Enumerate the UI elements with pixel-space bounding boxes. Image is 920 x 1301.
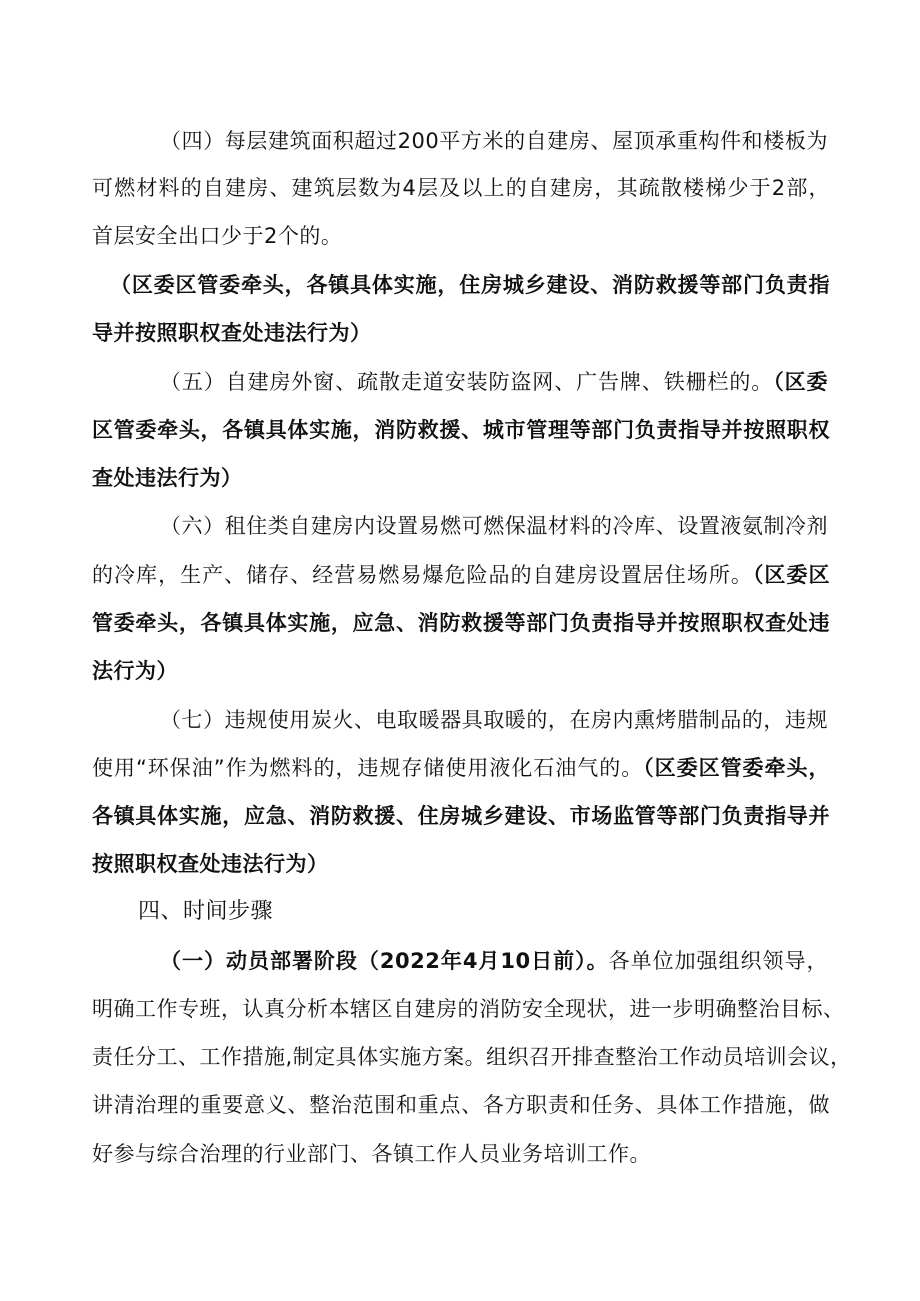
text-segment: （五）自建房外窗、疏散走道安装防盗网、广告牌、铁栅栏的。	[160, 370, 774, 394]
text-line	[160, 367, 828, 397]
bold-text-segment: 区管委牵头，各镇具体实施，消防救援、城市管理等部门负责指导并按照职权	[92, 418, 830, 442]
text-line	[92, 1042, 852, 1072]
text-segment: （七）违规使用炭火、电取暖器具取暖的，在房内熏烤腊制品的，违规	[160, 708, 828, 732]
text-segment: 讲清治理的重要意义、整治范围和重点、各方职责和任务、具体工作措施，做	[92, 1093, 830, 1117]
text-segment: 好参与综合治理的行业部门、各镇工作人员业务培训工作。	[92, 1142, 651, 1166]
text-line	[92, 801, 830, 831]
section-heading	[138, 897, 338, 927]
text-line	[92, 608, 830, 638]
text-line	[92, 221, 392, 251]
text-line	[92, 560, 830, 590]
bold-text-segment: （一）动员部署阶段（2022年4月10日前）。	[160, 949, 609, 973]
bold-text-segment: （区委区管委牵头，各镇具体实施，住房城乡建设、消防救援等部门负责指	[110, 273, 830, 297]
text-line	[160, 705, 828, 735]
text-segment: 的冷库，生产、储存、经营易燃易爆危险品的自建房设置居住场所。	[92, 563, 753, 587]
text-line	[92, 994, 845, 1024]
text-line	[92, 753, 830, 783]
text-segment: 首层安全出口少于2个的。	[92, 224, 343, 248]
text-segment: 各单位加强组织领导，	[608, 949, 829, 973]
text-segment: 可燃材料的自建房、建筑层数为4层及以上的自建房，其疏散楼梯少于2部，	[92, 176, 830, 200]
text-line	[92, 415, 830, 445]
text-line	[92, 173, 830, 203]
bold-text-segment: （区委区	[752, 563, 830, 587]
bold-text-segment: （区委	[773, 370, 829, 394]
text-segment: 责任分工、工作措施,制定具体实施方案。组织召开排查整治工作动员培训会议，	[92, 1045, 852, 1069]
text-line	[92, 463, 292, 493]
text-line	[92, 1090, 830, 1120]
text-line	[92, 656, 192, 686]
bold-text-segment: （区委区管委牵头，	[643, 756, 830, 780]
text-segment: 四、时间步骤	[138, 899, 274, 924]
text-line	[160, 511, 828, 541]
text-segment: 使用“环保油”作为燃料的，违规存储使用液化石油气的。	[92, 756, 644, 780]
text-line	[160, 126, 828, 156]
bold-text-segment: 导并按照职权查处违法行为）	[92, 321, 372, 345]
text-line	[92, 1139, 692, 1169]
bold-text-segment: 各镇具体实施，应急、消防救援、住房城乡建设、市场监管等部门负责指导并	[92, 804, 830, 828]
bold-text-segment: 管委牵头，各镇具体实施，应急、消防救援等部门负责指导并按照职权查处违	[92, 611, 830, 635]
text-line	[92, 318, 412, 348]
text-segment: （六）租住类自建房内设置易燃可燃保温材料的冷库、设置液氨制冷剂	[160, 514, 828, 538]
text-line	[160, 946, 828, 976]
bold-text-segment: 按照职权查处违法行为）	[92, 852, 329, 876]
bold-text-segment: 法行为）	[92, 659, 178, 683]
text-line	[110, 270, 830, 300]
bold-text-segment: 查处违法行为）	[92, 466, 243, 490]
text-segment: 明确工作专班，认真分析本辖区自建房的消防安全现状，进一步明确整治目标、	[92, 997, 845, 1021]
text-line	[92, 849, 382, 879]
text-segment: （四）每层建筑面积超过200平方米的自建房、屋顶承重构件和楼板为	[160, 129, 828, 153]
